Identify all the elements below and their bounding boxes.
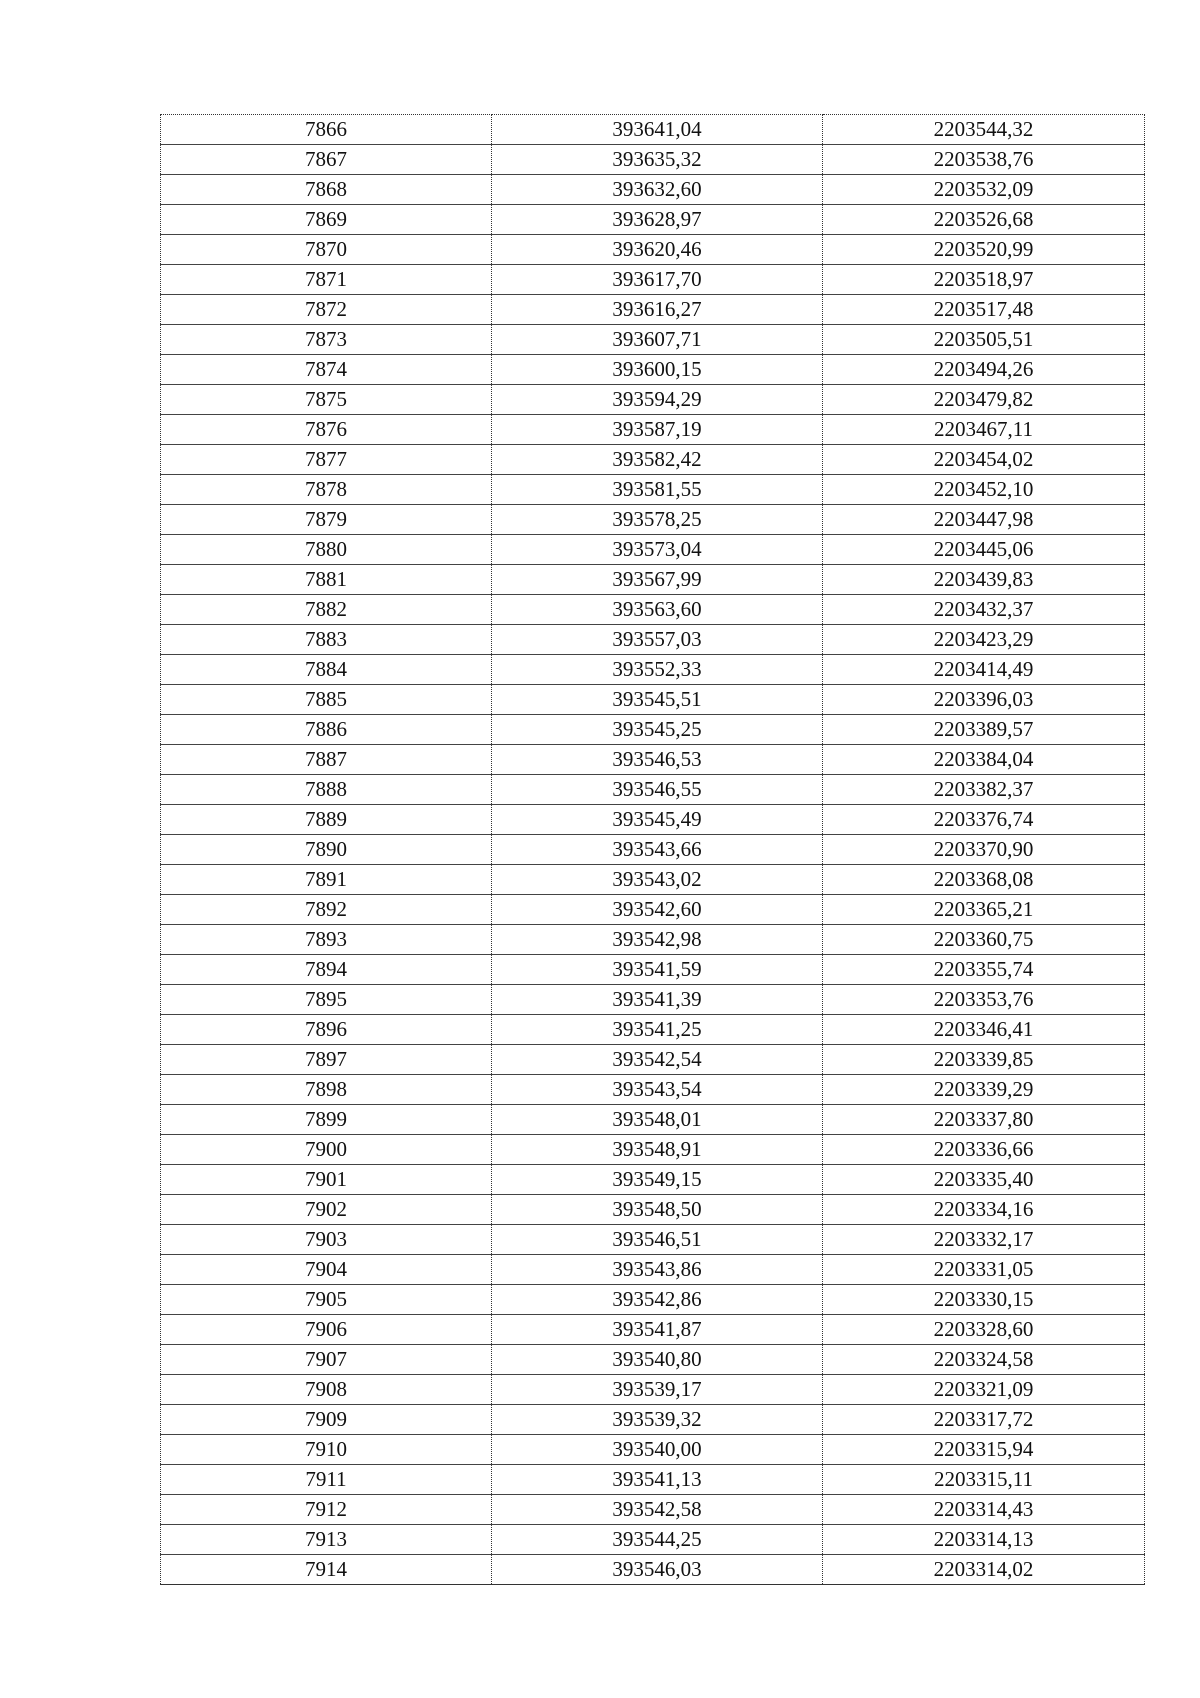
y-coordinate-cell: 2203382,37 <box>823 775 1145 805</box>
x-coordinate-cell: 393587,19 <box>492 415 823 445</box>
x-coordinate-cell: 393542,54 <box>492 1045 823 1075</box>
x-coordinate-cell: 393567,99 <box>492 565 823 595</box>
y-coordinate-cell: 2203445,06 <box>823 535 1145 565</box>
x-coordinate-cell: 393548,91 <box>492 1135 823 1165</box>
y-coordinate-cell: 2203315,11 <box>823 1465 1145 1495</box>
y-coordinate-cell: 2203339,29 <box>823 1075 1145 1105</box>
y-coordinate-cell: 2203360,75 <box>823 925 1145 955</box>
point-number-cell: 7904 <box>161 1255 492 1285</box>
table-row <box>161 325 1145 355</box>
point-number-cell: 7876 <box>161 415 492 445</box>
point-number-cell: 7882 <box>161 595 492 625</box>
x-coordinate-cell: 393540,80 <box>492 1345 823 1375</box>
x-coordinate-cell: 393546,55 <box>492 775 823 805</box>
table-row <box>161 715 1145 745</box>
point-number-cell: 7881 <box>161 565 492 595</box>
coordinates-table <box>160 114 1145 1585</box>
table-row <box>161 925 1145 955</box>
x-coordinate-cell: 393549,15 <box>492 1165 823 1195</box>
y-coordinate-cell: 2203336,66 <box>823 1135 1145 1165</box>
point-number-cell: 7908 <box>161 1375 492 1405</box>
point-number-cell: 7910 <box>161 1435 492 1465</box>
table-row <box>161 1525 1145 1555</box>
point-number-cell: 7868 <box>161 175 492 205</box>
x-coordinate-cell: 393616,27 <box>492 295 823 325</box>
x-coordinate-cell: 393546,51 <box>492 1225 823 1255</box>
table-row <box>161 1045 1145 1075</box>
y-coordinate-cell: 2203439,83 <box>823 565 1145 595</box>
point-number-cell: 7911 <box>161 1465 492 1495</box>
point-number-cell: 7886 <box>161 715 492 745</box>
point-number-cell: 7872 <box>161 295 492 325</box>
x-coordinate-cell: 393541,13 <box>492 1465 823 1495</box>
x-coordinate-cell: 393543,86 <box>492 1255 823 1285</box>
point-number-cell: 7913 <box>161 1525 492 1555</box>
y-coordinate-cell: 2203467,11 <box>823 415 1145 445</box>
table-row <box>161 1105 1145 1135</box>
point-number-cell: 7893 <box>161 925 492 955</box>
y-coordinate-cell: 2203334,16 <box>823 1195 1145 1225</box>
x-coordinate-cell: 393548,01 <box>492 1105 823 1135</box>
x-coordinate-cell: 393542,58 <box>492 1495 823 1525</box>
y-coordinate-cell: 2203314,02 <box>823 1555 1145 1585</box>
point-number-cell: 7867 <box>161 145 492 175</box>
point-number-cell: 7906 <box>161 1315 492 1345</box>
table-row <box>161 415 1145 445</box>
table-row <box>161 1435 1145 1465</box>
y-coordinate-cell: 2203454,02 <box>823 445 1145 475</box>
point-number-cell: 7901 <box>161 1165 492 1195</box>
table-row <box>161 865 1145 895</box>
x-coordinate-cell: 393607,71 <box>492 325 823 355</box>
table-row <box>161 1315 1145 1345</box>
y-coordinate-cell: 2203538,76 <box>823 145 1145 175</box>
y-coordinate-cell: 2203346,41 <box>823 1015 1145 1045</box>
y-coordinate-cell: 2203330,15 <box>823 1285 1145 1315</box>
y-coordinate-cell: 2203432,37 <box>823 595 1145 625</box>
y-coordinate-cell: 2203365,21 <box>823 895 1145 925</box>
y-coordinate-cell: 2203314,13 <box>823 1525 1145 1555</box>
x-coordinate-cell: 393545,25 <box>492 715 823 745</box>
x-coordinate-cell: 393573,04 <box>492 535 823 565</box>
x-coordinate-cell: 393578,25 <box>492 505 823 535</box>
y-coordinate-cell: 2203414,49 <box>823 655 1145 685</box>
table-row <box>161 1165 1145 1195</box>
x-coordinate-cell: 393543,54 <box>492 1075 823 1105</box>
table-row <box>161 655 1145 685</box>
y-coordinate-cell: 2203423,29 <box>823 625 1145 655</box>
point-number-cell: 7873 <box>161 325 492 355</box>
table-row <box>161 1555 1145 1585</box>
point-number-cell: 7891 <box>161 865 492 895</box>
table-row <box>161 895 1145 925</box>
x-coordinate-cell: 393539,32 <box>492 1405 823 1435</box>
table-row <box>161 1495 1145 1525</box>
point-number-cell: 7869 <box>161 205 492 235</box>
x-coordinate-cell: 393539,17 <box>492 1375 823 1405</box>
point-number-cell: 7902 <box>161 1195 492 1225</box>
point-number-cell: 7878 <box>161 475 492 505</box>
y-coordinate-cell: 2203526,68 <box>823 205 1145 235</box>
point-number-cell: 7895 <box>161 985 492 1015</box>
x-coordinate-cell: 393641,04 <box>492 115 823 145</box>
y-coordinate-cell: 2203337,80 <box>823 1105 1145 1135</box>
point-number-cell: 7909 <box>161 1405 492 1435</box>
x-coordinate-cell: 393541,39 <box>492 985 823 1015</box>
y-coordinate-cell: 2203494,26 <box>823 355 1145 385</box>
y-coordinate-cell: 2203315,94 <box>823 1435 1145 1465</box>
table-row <box>161 775 1145 805</box>
y-coordinate-cell: 2203328,60 <box>823 1315 1145 1345</box>
y-coordinate-cell: 2203544,32 <box>823 115 1145 145</box>
y-coordinate-cell: 2203384,04 <box>823 745 1145 775</box>
table-row <box>161 625 1145 655</box>
x-coordinate-cell: 393581,55 <box>492 475 823 505</box>
x-coordinate-cell: 393543,02 <box>492 865 823 895</box>
table-row <box>161 535 1145 565</box>
point-number-cell: 7866 <box>161 115 492 145</box>
table-row <box>161 1345 1145 1375</box>
table-row <box>161 1405 1145 1435</box>
x-coordinate-cell: 393541,87 <box>492 1315 823 1345</box>
y-coordinate-cell: 2203479,82 <box>823 385 1145 415</box>
x-coordinate-cell: 393557,03 <box>492 625 823 655</box>
x-coordinate-cell: 393542,86 <box>492 1285 823 1315</box>
point-number-cell: 7885 <box>161 685 492 715</box>
table-row <box>161 445 1145 475</box>
x-coordinate-cell: 393546,53 <box>492 745 823 775</box>
point-number-cell: 7907 <box>161 1345 492 1375</box>
point-number-cell: 7887 <box>161 745 492 775</box>
x-coordinate-cell: 393542,98 <box>492 925 823 955</box>
table-row <box>161 385 1145 415</box>
point-number-cell: 7896 <box>161 1015 492 1045</box>
point-number-cell: 7880 <box>161 535 492 565</box>
x-coordinate-cell: 393600,15 <box>492 355 823 385</box>
point-number-cell: 7892 <box>161 895 492 925</box>
y-coordinate-cell: 2203452,10 <box>823 475 1145 505</box>
point-number-cell: 7888 <box>161 775 492 805</box>
table-row <box>161 115 1145 145</box>
y-coordinate-cell: 2203353,76 <box>823 985 1145 1015</box>
table-row <box>161 685 1145 715</box>
y-coordinate-cell: 2203505,51 <box>823 325 1145 355</box>
table-row <box>161 985 1145 1015</box>
table-row <box>161 1225 1145 1255</box>
table-row <box>161 1285 1145 1315</box>
table-row <box>161 745 1145 775</box>
point-number-cell: 7898 <box>161 1075 492 1105</box>
point-number-cell: 7874 <box>161 355 492 385</box>
x-coordinate-cell: 393628,97 <box>492 205 823 235</box>
point-number-cell: 7912 <box>161 1495 492 1525</box>
point-number-cell: 7883 <box>161 625 492 655</box>
x-coordinate-cell: 393548,50 <box>492 1195 823 1225</box>
y-coordinate-cell: 2203314,43 <box>823 1495 1145 1525</box>
table-row <box>161 1465 1145 1495</box>
x-coordinate-cell: 393620,46 <box>492 235 823 265</box>
y-coordinate-cell: 2203355,74 <box>823 955 1145 985</box>
point-number-cell: 7890 <box>161 835 492 865</box>
table-row <box>161 235 1145 265</box>
table-row <box>161 145 1145 175</box>
table-row <box>161 1255 1145 1285</box>
x-coordinate-cell: 393546,03 <box>492 1555 823 1585</box>
point-number-cell: 7903 <box>161 1225 492 1255</box>
x-coordinate-cell: 393617,70 <box>492 265 823 295</box>
y-coordinate-cell: 2203324,58 <box>823 1345 1145 1375</box>
y-coordinate-cell: 2203332,17 <box>823 1225 1145 1255</box>
table-row <box>161 1195 1145 1225</box>
table-row <box>161 835 1145 865</box>
y-coordinate-cell: 2203520,99 <box>823 235 1145 265</box>
table-row <box>161 955 1145 985</box>
x-coordinate-cell: 393552,33 <box>492 655 823 685</box>
x-coordinate-cell: 393541,25 <box>492 1015 823 1045</box>
point-number-cell: 7889 <box>161 805 492 835</box>
point-number-cell: 7914 <box>161 1555 492 1585</box>
table-row <box>161 595 1145 625</box>
table-row <box>161 1135 1145 1165</box>
y-coordinate-cell: 2203335,40 <box>823 1165 1145 1195</box>
y-coordinate-cell: 2203447,98 <box>823 505 1145 535</box>
table-row <box>161 355 1145 385</box>
point-number-cell: 7884 <box>161 655 492 685</box>
table-row <box>161 1075 1145 1105</box>
x-coordinate-cell: 393543,66 <box>492 835 823 865</box>
y-coordinate-cell: 2203376,74 <box>823 805 1145 835</box>
table-row <box>161 475 1145 505</box>
y-coordinate-cell: 2203518,97 <box>823 265 1145 295</box>
x-coordinate-cell: 393545,51 <box>492 685 823 715</box>
point-number-cell: 7877 <box>161 445 492 475</box>
x-coordinate-cell: 393545,49 <box>492 805 823 835</box>
point-number-cell: 7871 <box>161 265 492 295</box>
table-row <box>161 295 1145 325</box>
y-coordinate-cell: 2203331,05 <box>823 1255 1145 1285</box>
table-row <box>161 175 1145 205</box>
point-number-cell: 7899 <box>161 1105 492 1135</box>
point-number-cell: 7875 <box>161 385 492 415</box>
point-number-cell: 7900 <box>161 1135 492 1165</box>
y-coordinate-cell: 2203339,85 <box>823 1045 1145 1075</box>
x-coordinate-cell: 393563,60 <box>492 595 823 625</box>
y-coordinate-cell: 2203517,48 <box>823 295 1145 325</box>
y-coordinate-cell: 2203389,57 <box>823 715 1145 745</box>
table-row <box>161 565 1145 595</box>
table-row <box>161 505 1145 535</box>
x-coordinate-cell: 393635,32 <box>492 145 823 175</box>
table-row <box>161 1375 1145 1405</box>
x-coordinate-cell: 393582,42 <box>492 445 823 475</box>
x-coordinate-cell: 393544,25 <box>492 1525 823 1555</box>
y-coordinate-cell: 2203368,08 <box>823 865 1145 895</box>
point-number-cell: 7879 <box>161 505 492 535</box>
table-row <box>161 205 1145 235</box>
point-number-cell: 7905 <box>161 1285 492 1315</box>
point-number-cell: 7894 <box>161 955 492 985</box>
table-row <box>161 1015 1145 1045</box>
y-coordinate-cell: 2203321,09 <box>823 1375 1145 1405</box>
x-coordinate-cell: 393540,00 <box>492 1435 823 1465</box>
x-coordinate-cell: 393594,29 <box>492 385 823 415</box>
coordinates-table-body <box>161 115 1145 1585</box>
table-row <box>161 265 1145 295</box>
y-coordinate-cell: 2203532,09 <box>823 175 1145 205</box>
x-coordinate-cell: 393632,60 <box>492 175 823 205</box>
point-number-cell: 7897 <box>161 1045 492 1075</box>
y-coordinate-cell: 2203317,72 <box>823 1405 1145 1435</box>
point-number-cell: 7870 <box>161 235 492 265</box>
y-coordinate-cell: 2203370,90 <box>823 835 1145 865</box>
x-coordinate-cell: 393541,59 <box>492 955 823 985</box>
table-row <box>161 805 1145 835</box>
x-coordinate-cell: 393542,60 <box>492 895 823 925</box>
y-coordinate-cell: 2203396,03 <box>823 685 1145 715</box>
